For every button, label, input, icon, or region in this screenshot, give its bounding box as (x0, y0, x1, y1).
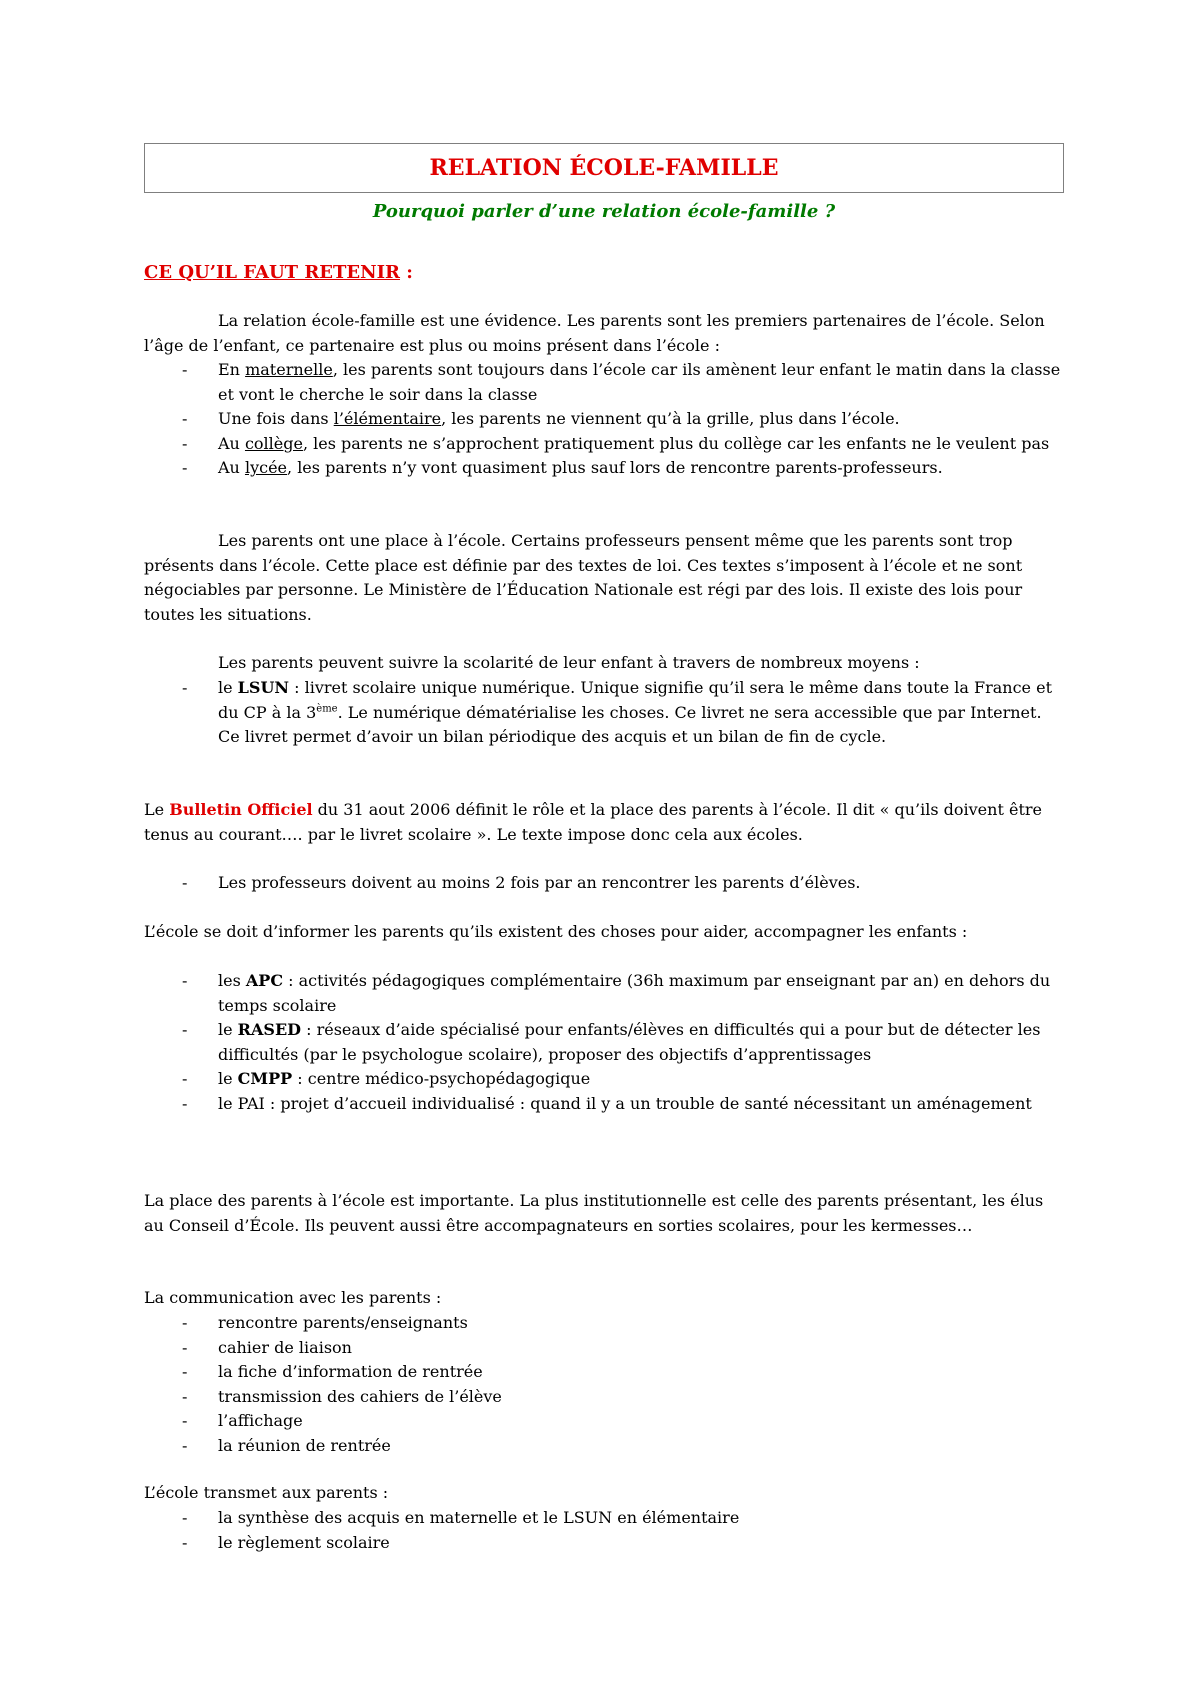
list-item: - la synthèse des acquis en maternelle et le LSUN en élémentaire (182, 1508, 740, 1527)
title-box (144, 143, 1064, 193)
paragraph-intro: La relation école-famille est une évidence. Les parents sont les premiers partenaires de l’école. Selon l’âge de l’enfant, ce partenaire est plus ou moins présent dans l’école : (144, 311, 1045, 355)
list-item: - Au collège, les parents ne s’approchent pratiquement plus du collège car les enfants ne le veulent pas (182, 433, 1050, 453)
paragraph-place: Les parents ont une place à l’école. Certains professeurs pensent même que les parents sont trop présents dans l’école. Cette place est définie par des textes de loi. Ces textes s’imposent à l’école et ne sont négociables par personne. Le Ministère de l’Éducation Nationale est régi par des lois. Il existe des lois pour toutes les situations. (144, 531, 1023, 624)
section-heading-colon: : (399, 262, 413, 283)
list-item: - le LSUN : livret scolaire unique numérique. Unique signifie qu’il sera le même dans toute la France et du CP à la 3ème. Le numérique dématérialise les choses. Ce livret ne sera accessible que par Internet. Ce livret permet d’avoir un bilan périodique des acquis et un bilan de fin de cycle. (182, 678, 1052, 746)
paragraph-transmits: L’école transmet aux parents : (144, 1483, 389, 1502)
list-item: - l’affichage (182, 1411, 303, 1430)
profs-list (182, 871, 1064, 896)
list-item: - rencontre parents/enseignants (182, 1313, 468, 1332)
list-item: - cahier de liaison (182, 1337, 352, 1357)
list-item: - le règlement scolaire (182, 1532, 390, 1552)
list-item: - transmission des cahiers de l’élève (182, 1386, 502, 1406)
list-item: - le RASED : réseaux d’aide spécialisé pour enfants/élèves en difficultés qui a pour but de détecter les difficultés (par le psychologue scolaire), proposer des objectifs d’apprentissages (182, 1020, 1041, 1064)
list-item: - Une fois dans l’élémentaire, les parents ne viennent qu’à la grille, plus dans l’école. (182, 409, 900, 428)
communication-list (182, 1311, 1064, 1458)
list-item: - Au lycée, les parents n’y vont quasiment plus sauf lors de rencontre parents-professeurs. (182, 458, 943, 477)
list-item: - le PAI : projet d’accueil individualisé : quand il y a un trouble de santé nécessitant un aménagement (182, 1093, 1032, 1113)
document-subtitle: Pourquoi parler d’une relation école-famille ? (372, 201, 836, 222)
list-item: - Les professeurs doivent au moins 2 fois par an rencontrer les parents d’élèves. (182, 873, 861, 892)
section-heading-text: CE QU’IL FAUT RETENIR (144, 262, 400, 283)
term-lsun: LSUN (237, 678, 290, 697)
term-bulletin-officiel: Bulletin Officiel (169, 800, 313, 819)
aids-list (182, 969, 1064, 1116)
list-item: - les APC : activités pédagogiques complémentaire (36h maximum par enseignant par an) en dehors du temps scolaire (182, 971, 1051, 1015)
paragraph-bulletin: Le Bulletin Officiel du 31 aout 2006 définit le rôle et la place des parents à l’école. Il dit « qu’ils doivent être tenus au courant…. par le livret scolaire ». Le texte impose donc cela aux écoles. (144, 800, 1042, 844)
paragraph-means: Les parents peuvent suivre la scolarité de leur enfant à travers de nombreux moyens : (218, 653, 920, 672)
list-item: - la réunion de rentrée (182, 1435, 391, 1455)
paragraph-communication: La communication avec les parents : (144, 1288, 442, 1307)
transmits-list (182, 1506, 1064, 1555)
document-title: RELATION ÉCOLE-FAMILLE (429, 155, 779, 181)
lsun-list (182, 676, 1064, 750)
list-item: - la fiche d’information de rentrée (182, 1362, 483, 1381)
paragraph-inform: L’école se doit d’informer les parents qu’ils existent des choses pour aider, accompagner les enfants : (144, 922, 968, 941)
school-levels-list (182, 358, 1064, 481)
paragraph-parents-role: La place des parents à l’école est importante. La plus institutionnelle est celle des parents présentant, les élus au Conseil d’École. Ils peuvent aussi être accompagnateurs en sorties scolaires, pour les kermesses… (144, 1191, 1044, 1235)
list-item: - le CMPP : centre médico-psychopédagogique (182, 1069, 591, 1088)
section-heading (144, 262, 413, 283)
list-item: - En maternelle, les parents sont toujours dans l’école car ils amènent leur enfant le matin dans la classe et vont le cherche le soir dans la classe (182, 360, 1061, 404)
